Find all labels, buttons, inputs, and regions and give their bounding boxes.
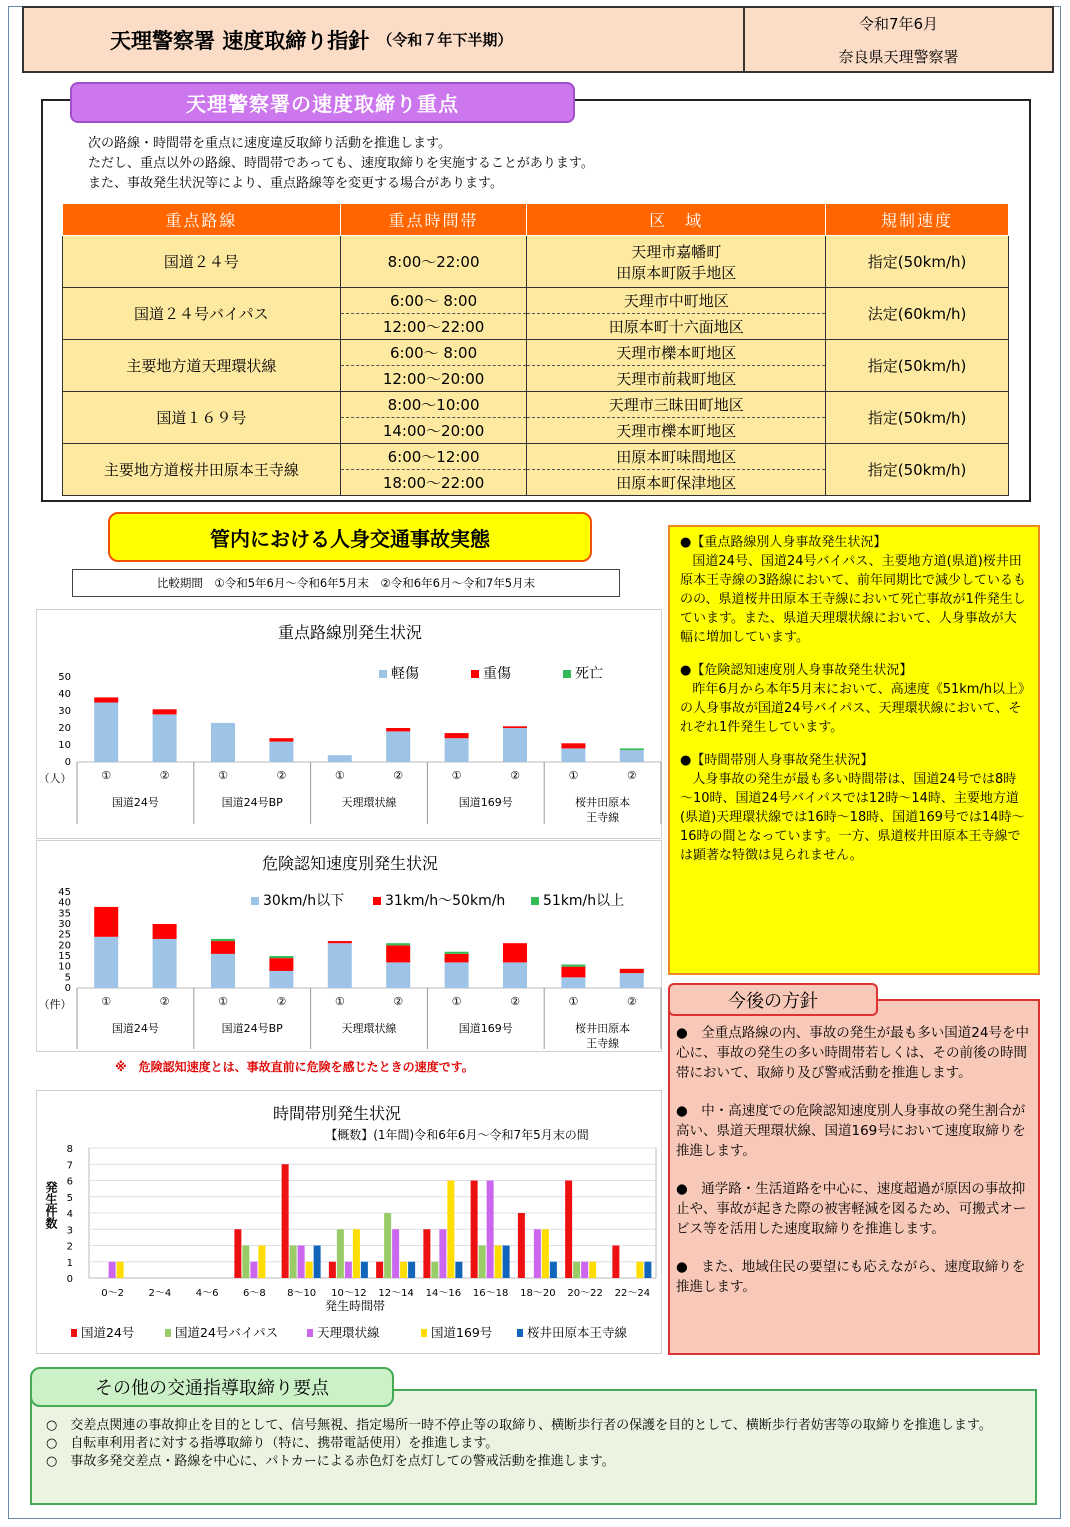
y-tick: 40	[58, 897, 71, 909]
chart-time-svg	[37, 1091, 663, 1355]
table-row	[63, 392, 1009, 418]
y-tick: 8	[66, 1144, 73, 1155]
bar-segment	[386, 731, 410, 762]
bar-segment	[94, 907, 118, 937]
x-tick: 10～12	[331, 1288, 367, 1299]
bar-segment	[269, 742, 293, 762]
bar-segment	[211, 954, 235, 988]
bar	[550, 1262, 557, 1278]
bar-segment	[445, 954, 469, 963]
bar	[471, 1181, 478, 1279]
y-tick: 1	[66, 1257, 73, 1269]
bar-segment	[269, 956, 293, 958]
bar-segment	[153, 709, 177, 714]
table-row	[63, 444, 1009, 470]
chart-speed	[36, 840, 662, 1052]
x-tick: 6～8	[243, 1288, 266, 1299]
area-cell: 田原本町味間地区	[527, 444, 826, 470]
chart-title: 時間帯別発生状況	[272, 1104, 402, 1123]
bar-segment	[94, 937, 118, 988]
bar-segment	[386, 943, 410, 945]
other-item: ○ 交差点関連の事故抑止を目的として、信号無視、指定場所一時不停止等の取締り、横断歩行者の保護を目的として、横断歩行者妨害等の取締りを推進します。	[46, 1418, 992, 1433]
bar	[408, 1262, 415, 1278]
group-label: 国道24号BP	[221, 796, 283, 809]
y-tick: 45	[58, 887, 71, 898]
area-line: 田原本町阪手地区	[616, 263, 737, 282]
period-label: ②	[276, 769, 287, 782]
route-cell: 主要地方道天理環状線	[63, 340, 341, 392]
bar	[644, 1262, 651, 1278]
bar	[503, 1246, 510, 1279]
table-row	[63, 288, 1009, 314]
speed-cell: 指定(50km/h)	[826, 340, 1009, 392]
header	[22, 6, 1054, 73]
bar-segment	[445, 738, 469, 762]
bar-segment	[503, 943, 527, 962]
legend-swatch	[373, 897, 381, 905]
th-route: 重点路線	[63, 204, 341, 236]
chart-title: 重点路線別発生状況	[277, 623, 423, 642]
bar-segment	[561, 743, 585, 748]
period-label: ①	[568, 769, 579, 782]
bar	[353, 1229, 360, 1278]
y-tick: 0	[64, 983, 71, 994]
analysis-head: ●【危険認知速度別人身事故発生状況】	[680, 663, 913, 678]
y-tick: 35	[58, 908, 71, 920]
period-label: ①	[451, 995, 462, 1008]
bar-segment	[445, 962, 469, 988]
legend-label: 30km/h以下	[263, 893, 345, 909]
legend-label: 重傷	[483, 666, 511, 682]
speed-cell: 指定(50km/h)	[826, 392, 1009, 444]
period-label: ①	[334, 769, 345, 782]
route-cell: 主要地方道桜井田原本王寺線	[63, 444, 341, 496]
bar-segment	[386, 945, 410, 962]
legend-label: 31km/h～50km/h	[385, 893, 506, 909]
legend-swatch	[379, 670, 387, 678]
chart-title: 危険認知速度別発生状況	[261, 854, 439, 873]
y-tick: 7	[66, 1160, 73, 1172]
x-axis-label: 発生時間帯	[324, 1299, 386, 1313]
bar-segment	[153, 924, 177, 939]
speed-cell: 指定(50km/h)	[826, 236, 1009, 288]
time-cell: 18:00～22:00	[340, 470, 527, 496]
bar-segment	[94, 703, 118, 763]
y-tick: 10	[58, 740, 71, 751]
policy-item: ● 全重点路線の内、事故の発生が最も多い国道24号を中心に、事故の発生の多い時間帯若しくは、その前後の時間帯において、取締り及び警戒活動を推進します。	[676, 1025, 1029, 1081]
group-label: 国道24号	[111, 1022, 159, 1035]
bar	[250, 1262, 257, 1278]
speed-cell: 指定(50km/h)	[826, 444, 1009, 496]
bar-segment	[561, 748, 585, 762]
y-tick: 3	[66, 1225, 73, 1237]
bar	[423, 1229, 430, 1278]
x-tick: 8～10	[287, 1288, 317, 1299]
bar	[258, 1246, 265, 1279]
bar	[495, 1246, 502, 1279]
group-label: 国道24号	[111, 796, 159, 809]
area-cell	[527, 236, 826, 288]
bar	[573, 1262, 580, 1278]
legend-label: 天理環状線	[317, 1325, 380, 1340]
bar-segment	[153, 939, 177, 988]
period-label: ②	[510, 995, 520, 1008]
y-tick: 40	[58, 689, 71, 700]
group-label: 国道24号BP	[221, 1022, 283, 1035]
bar	[565, 1181, 572, 1279]
speed-note: ※ 危険認知速度とは、事故直前に危険を感じたときの速度です。	[115, 1060, 474, 1074]
area-cell: 田原本町十六面地区	[527, 314, 826, 340]
bar-segment	[445, 952, 469, 954]
group-label: 桜井田原本	[575, 796, 631, 809]
bar-segment	[561, 965, 585, 967]
group-label: 天理環状線	[341, 796, 397, 809]
period-label: ①	[101, 769, 112, 782]
bar-segment	[386, 962, 410, 988]
legend-label: 国道24号バイパス	[175, 1325, 279, 1340]
bar	[345, 1262, 352, 1278]
area-line: 天理市嘉幡町	[631, 242, 722, 261]
route-cell: 国道２４号	[63, 236, 341, 288]
accident-section-title: 管内における人身交通事故実態	[108, 512, 592, 562]
time-cell: 12:00～20:00	[340, 366, 527, 392]
bar	[117, 1262, 124, 1278]
period-label: ①	[334, 995, 345, 1008]
y-tick: 20	[58, 723, 71, 734]
period-label: ②	[393, 769, 404, 782]
bar-segment	[328, 755, 352, 762]
period-label: ①	[451, 769, 462, 782]
th-time: 重点時間帯	[340, 204, 527, 236]
header-meta	[743, 8, 1052, 71]
analysis-route	[680, 533, 1028, 647]
y-tick: 25	[58, 929, 71, 941]
comparison-period: 比較期間 ①令和5年6月～令和6年5月末 ②令和6年6月～令和7年5月末	[72, 569, 620, 597]
bar	[518, 1213, 525, 1278]
bar	[242, 1246, 249, 1279]
bar-segment	[620, 969, 644, 973]
bar	[636, 1262, 643, 1278]
legend-label: 桜井田原本王寺線	[527, 1325, 628, 1340]
area-cell: 天理市櫟本町地区	[527, 418, 826, 444]
period-label: ①	[218, 769, 228, 782]
analysis-body: 人身事故の発生が最も多い時間帯は、国道24号では8時～10時、国道24号バイパスでは12時～14時、主要地方道(県道)天理環状線では16時～18時、国道169号では14時～16時の間となっています。一方、県道桜井田原本王寺線では顕著な特徴は見られません。	[680, 772, 1025, 863]
route-cell: 国道２４号バイパス	[63, 288, 341, 340]
bar	[542, 1229, 549, 1278]
bar-segment	[211, 939, 235, 941]
bar	[612, 1246, 619, 1279]
policy-box	[668, 999, 1040, 1355]
bar	[589, 1262, 596, 1278]
speed-cell: 法定(60km/h)	[826, 288, 1009, 340]
legend-swatch	[307, 1329, 313, 1337]
analysis-body: 国道24号、国道24号バイパス、主要地方道(県道)桜井田原本王寺線の3路線において、前年同期比で減少しているものの、県道桜井田原本王寺線において死亡事故が1件発生しています。また、県道天理環状線において、人身事故が大幅に増加しています。	[680, 554, 1027, 645]
bar-segment	[211, 941, 235, 954]
th-area: 区 域	[527, 204, 826, 236]
legend-swatch	[165, 1329, 171, 1337]
y-axis-label: （人）	[38, 772, 72, 785]
bar-segment	[94, 697, 118, 702]
bar	[534, 1229, 541, 1278]
bar	[306, 1262, 313, 1278]
bar	[447, 1181, 454, 1279]
legend-swatch	[563, 670, 571, 678]
title-main: 天理警察署 速度取締り指針	[110, 28, 370, 53]
analysis-body: 昨年6月から本年5月末において、高速度《51km/h以上》の人身事故が国道24号バイパス、天理環状線において、それぞれ1件発生しています。	[680, 682, 1025, 735]
bar	[234, 1229, 241, 1278]
legend-swatch	[531, 897, 539, 905]
table-row	[63, 236, 1009, 288]
period-label: ②	[510, 769, 520, 782]
issuing-org: 奈良県天理警察署	[838, 47, 959, 66]
y-tick: 15	[58, 951, 71, 962]
time-cell: 12:00～22:00	[340, 314, 527, 340]
period-label: ①	[218, 995, 228, 1008]
area-cell: 天理市前栽町地区	[527, 366, 826, 392]
area-cell: 天理市櫟本町地区	[527, 340, 826, 366]
legend-swatch	[71, 1329, 77, 1337]
x-tick: 22～24	[614, 1288, 651, 1299]
focus-table	[62, 203, 1009, 496]
analysis-head: ●【重点路線別人身事故発生状況】	[680, 535, 887, 550]
bar	[282, 1164, 289, 1278]
intro-line: ただし、重点以外の路線、時間帯であっても、速度取締りを実施することがあります。	[88, 156, 594, 171]
bar	[337, 1229, 344, 1278]
time-cell: 6:00～ 8:00	[340, 288, 527, 314]
analysis-time	[680, 751, 1028, 865]
bar	[400, 1262, 407, 1278]
bar	[298, 1246, 305, 1279]
bar-segment	[328, 941, 352, 943]
bar-segment	[620, 750, 644, 762]
bar	[455, 1262, 462, 1278]
bar-segment	[386, 728, 410, 731]
x-tick: 16～18	[472, 1288, 509, 1299]
other-tab: その他の交通指導取締り要点	[30, 1367, 394, 1407]
y-tick: 2	[66, 1241, 73, 1253]
bar-segment	[211, 723, 235, 762]
chart-route	[36, 609, 662, 839]
bar	[431, 1262, 438, 1278]
bar-segment	[445, 733, 469, 738]
analysis-head: ●【時間帯別人身事故発生状況】	[680, 753, 874, 768]
y-tick: 30	[58, 706, 71, 717]
group-label: 桜井田原本	[575, 1022, 631, 1035]
area-cell: 天理市三昧田町地区	[527, 392, 826, 418]
focus-tab: 天理警察署の速度取締り重点	[70, 82, 575, 123]
x-tick: 12～14	[378, 1288, 414, 1299]
table-row	[63, 340, 1009, 366]
group-label: 国道169号	[458, 1022, 513, 1035]
x-tick: 14～16	[425, 1288, 462, 1299]
legend-swatch	[471, 670, 479, 678]
y-tick: 5	[66, 1192, 73, 1204]
y-tick: 0	[64, 757, 71, 768]
legend-label: 国道24号	[81, 1325, 135, 1340]
bar-segment	[561, 967, 585, 978]
bar-segment	[620, 973, 644, 988]
bar-segment	[620, 748, 644, 750]
analysis-speed	[680, 661, 1028, 737]
y-tick: 10	[58, 961, 71, 973]
legend-label: 死亡	[575, 666, 603, 682]
policy-item: ● 通学路・生活道路を中心に、速度超過が原因の事故抑止や、事故が起きた際の被害軽減を図るため、可搬式オービス等を活用した速度取締りを推進します。	[676, 1181, 1027, 1237]
bar	[581, 1262, 588, 1278]
group-label: 王寺線	[586, 811, 620, 824]
y-tick: 5	[64, 972, 71, 984]
route-cell: 国道１６９号	[63, 392, 341, 444]
bar	[479, 1246, 486, 1279]
bar-segment	[503, 728, 527, 762]
other-item: ○ 自転車利用者に対する指導取締り（特に、携帯電話使用）を推進します。	[46, 1436, 499, 1451]
area-cell: 天理市中町地区	[527, 288, 826, 314]
group-label: 天理環状線	[341, 1022, 397, 1035]
bar-segment	[153, 714, 177, 762]
x-tick: 20～22	[567, 1288, 603, 1299]
group-label: 王寺線	[586, 1037, 620, 1050]
period-label: ②	[393, 995, 404, 1008]
y-tick: 50	[58, 672, 71, 683]
period-label: ②	[159, 995, 170, 1008]
analysis-box	[668, 525, 1040, 975]
bar-segment	[328, 943, 352, 988]
y-tick: 30	[58, 919, 71, 930]
x-tick: 18～20	[520, 1288, 556, 1299]
period-label: ②	[276, 995, 287, 1008]
bar-segment	[269, 958, 293, 971]
bar	[290, 1246, 297, 1279]
y-tick: 4	[66, 1209, 73, 1220]
period-label: ②	[626, 995, 637, 1008]
bar	[314, 1246, 321, 1279]
bar	[329, 1262, 336, 1278]
intro-line: 次の路線・時間帯を重点に速度違反取締り活動を推進します。	[88, 136, 451, 151]
bar	[109, 1262, 116, 1278]
bar-segment	[269, 971, 293, 988]
x-tick: 2～4	[148, 1288, 172, 1299]
period-label: ②	[626, 769, 637, 782]
legend-swatch	[517, 1329, 523, 1337]
policy-tab: 今後の方針	[668, 983, 878, 1016]
policy-item: ● また、地域住民の要望にも応えながら、速度取締りを推進します。	[676, 1259, 1026, 1295]
legend-label: 軽傷	[391, 666, 419, 682]
issue-date: 令和7年6月	[858, 14, 939, 33]
y-tick: 0	[66, 1274, 73, 1285]
time-cell: 14:00～20:00	[340, 418, 527, 444]
intro-line: また、事故発生状況等により、重点路線等を変更する場合があります。	[88, 176, 503, 191]
bar	[384, 1213, 391, 1278]
area-cell: 田原本町保津地区	[527, 470, 826, 496]
title-sub: （令和７年下半期）	[377, 31, 513, 49]
y-axis-label: 発生件数	[44, 1181, 58, 1229]
bar-segment	[269, 738, 293, 741]
focus-intro	[88, 134, 594, 194]
legend-label: 51km/h以上	[543, 893, 625, 909]
bar	[376, 1262, 383, 1278]
bar	[392, 1229, 399, 1278]
legend-swatch	[251, 897, 259, 905]
chart-time	[36, 1090, 662, 1354]
y-tick: 20	[58, 940, 71, 952]
page-title	[24, 8, 743, 71]
policy-item: ● 中・高速度での危険認知速度別人身事故の発生割合が高い、県道天理環状線、国道169号において速度取締りを推進します。	[676, 1103, 1026, 1159]
bar	[487, 1181, 494, 1279]
time-cell: 8:00～10:00	[340, 392, 527, 418]
x-tick: 4～6	[195, 1288, 219, 1299]
x-tick: 0～2	[101, 1288, 124, 1299]
chart-route-svg	[37, 610, 663, 840]
bar-segment	[503, 962, 527, 988]
y-axis-label: （件）	[38, 998, 72, 1011]
y-tick: 6	[66, 1176, 73, 1188]
bar-segment	[503, 726, 527, 728]
period-label: ①	[568, 995, 579, 1008]
time-cell: 6:00～12:00	[340, 444, 527, 470]
bar	[361, 1262, 368, 1278]
bar	[439, 1229, 446, 1278]
bar-segment	[561, 977, 585, 988]
period-label: ①	[101, 995, 112, 1008]
time-cell: 6:00～ 8:00	[340, 340, 527, 366]
th-speed: 規制速度	[826, 204, 1009, 236]
chart-speed-svg	[37, 841, 663, 1053]
period-label: ②	[159, 769, 170, 782]
legend-swatch	[421, 1329, 427, 1337]
legend-label: 国道169号	[431, 1325, 493, 1340]
time-cell: 8:00～22:00	[340, 236, 527, 288]
chart-subtitle: 【概数】(1年間)令和6年6月～令和7年5月末の間	[325, 1128, 589, 1142]
group-label: 国道169号	[458, 796, 513, 809]
other-item: ○ 事故多発交差点・路線を中心に、パトカーによる赤色灯を点灯しての警戒活動を推進します。	[46, 1454, 615, 1469]
